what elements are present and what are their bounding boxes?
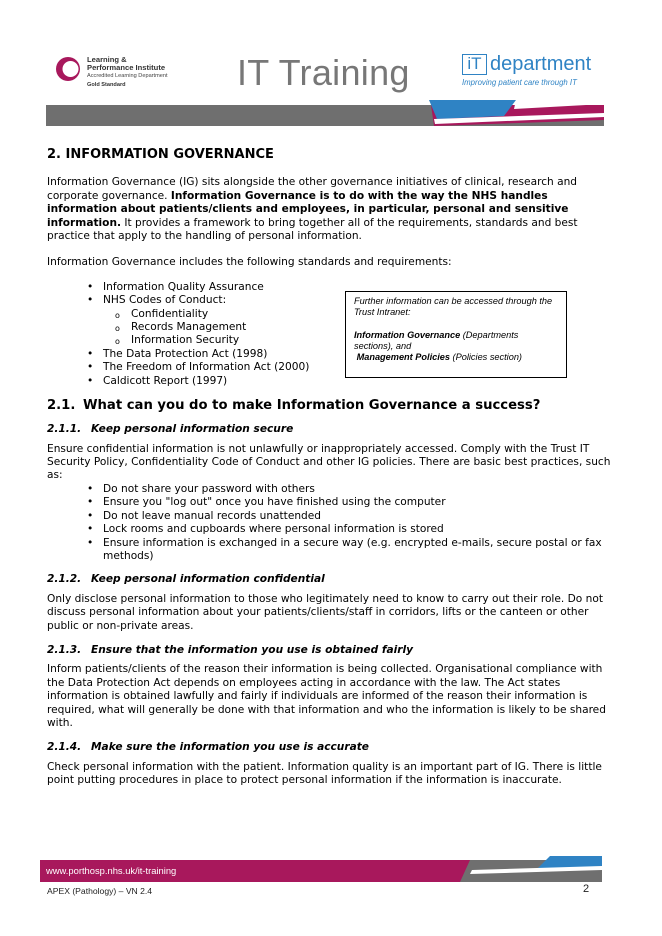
list-item: o Records Management: [87, 321, 309, 334]
document-body: [47, 140, 617, 799]
subsection-2-1-4-heading: 2.1.4. Make sure the information you use is accurate: [47, 741, 369, 754]
subsection-2-1-3-text: Inform patients/clients of the reason their information is being collected. Organisational compliance with the Data Protection Act depends on employees acting in accordance with the law. The Act states information is obtained lawfully and fairly if individuals are informed of the reason their information is required, what will generally be done with that information and who the information is likely to be shared with.: [47, 663, 606, 729]
list-item: • The Data Protection Act (1998): [87, 348, 309, 361]
lpi-name-line2: Performance Institute: [87, 63, 166, 73]
subsection-2-1-2-text: Only disclose personal information to those who legitimately need to know to carry out their role. Do not discuss personal information about your patients/clients/staff in corridors, lifts or the canteen or other public or non-private areas.: [47, 592, 603, 632]
list-item: • NHS Codes of Conduct:: [87, 294, 309, 307]
intro-text-bold: Information Governance is to do with the way the NHS handles information about patients/clients and employees, in particular, personal and sensitive information.: [47, 189, 569, 229]
it-department-logo: [462, 54, 602, 90]
standards-list: [87, 281, 309, 388]
further-info-mp: Management Policies (Policies section): [356, 352, 522, 363]
standards-block: [47, 281, 617, 391]
list-item: • Ensure you "log out" once you have finished using the computer: [87, 496, 617, 509]
section-heading: 2. INFORMATION GOVERNANCE: [47, 147, 274, 162]
lpi-logo-text: [87, 56, 168, 89]
subsection-2-1-1-text: Ensure confidential information is not unlawfully or inappropriately accessed. Comply with the Trust IT Security Policy, Confidentiality Code of Conduct and other IG policies. There are basic best practices, such as:: [47, 442, 611, 482]
footer-doc-reference: APEX (Pathology) – VN 2.4: [47, 886, 153, 896]
lpi-accreditation: Accredited Learning Department: [87, 73, 168, 80]
page-number: 2: [583, 883, 590, 895]
further-info-intro: Further information can be accessed through the Trust Intranet:: [354, 295, 553, 318]
security-practices-list: [87, 483, 617, 563]
page-title: IT Training: [237, 52, 410, 93]
list-item: o Confidentiality: [87, 308, 309, 321]
intro-text-b: It provides a framework to bring together all of the requirements, standards and best practice that apply to the handling of personal information.: [47, 216, 578, 243]
list-item: • Do not share your password with others: [87, 483, 617, 496]
header-band-graphic: [46, 100, 604, 126]
list-item: • Ensure information is exchanged in a secure way (e.g. encrypted e-mails, secure postal or fax methods): [87, 537, 617, 564]
subsection-2-1-3-heading: 2.1.3. Ensure that the information you use is obtained fairly: [47, 643, 413, 656]
subsection-2-1-4-text: Check personal information with the patient. Information quality is an important part of IG. There is little point putting procedures in place to protect personal information if the information is inaccurate.: [47, 760, 602, 787]
lpi-standard: Gold Standard: [87, 81, 126, 88]
mp-link-label: Management Policies: [356, 352, 450, 363]
ig-link-label: Information Governance: [354, 329, 461, 340]
it-department-logo-box: iT: [462, 54, 487, 75]
intro-paragraph: [47, 176, 617, 243]
standards-intro: Information Governance includes the following standards and requirements:: [47, 256, 452, 269]
list-item: o Information Security: [87, 334, 309, 347]
footer-band: [40, 856, 602, 886]
subsection-2-1-2-heading: 2.1.2. Keep personal information confidential: [47, 573, 325, 586]
it-department-logo-word: department: [490, 53, 592, 75]
it-department-tagline: Improving patient care through IT: [462, 78, 577, 87]
further-info-ig: Information Governance (Departments sections), and: [354, 329, 519, 352]
intro-text-a: Information Governance (IG) sits alongside the other governance initiatives of clinical, research and corporate governance.: [47, 176, 578, 202]
lpi-name-line1: Learning &: [87, 55, 127, 64]
subsection-2-1-1-heading: 2.1.1. Keep personal information secure: [47, 423, 294, 436]
list-item: • Lock rooms and cupboards where personal information is stored: [87, 523, 617, 536]
lpi-logo-block: [55, 56, 205, 92]
footer-url-link[interactable]: www.porthosp.nhs.uk/it-training: [46, 865, 177, 876]
list-item: • Information Quality Assurance: [87, 281, 309, 294]
further-info-box: [345, 291, 567, 378]
list-item: • The Freedom of Information Act (2000): [87, 361, 309, 374]
subsection-2-1-heading: 2.1. What can you do to make Information Governance a success?: [47, 397, 541, 413]
list-item: • Do not leave manual records unattended: [87, 510, 617, 523]
list-item: • Caldicott Report (1997): [87, 375, 309, 388]
page-header: [0, 0, 662, 130]
lpi-logo-icon: [55, 56, 81, 82]
